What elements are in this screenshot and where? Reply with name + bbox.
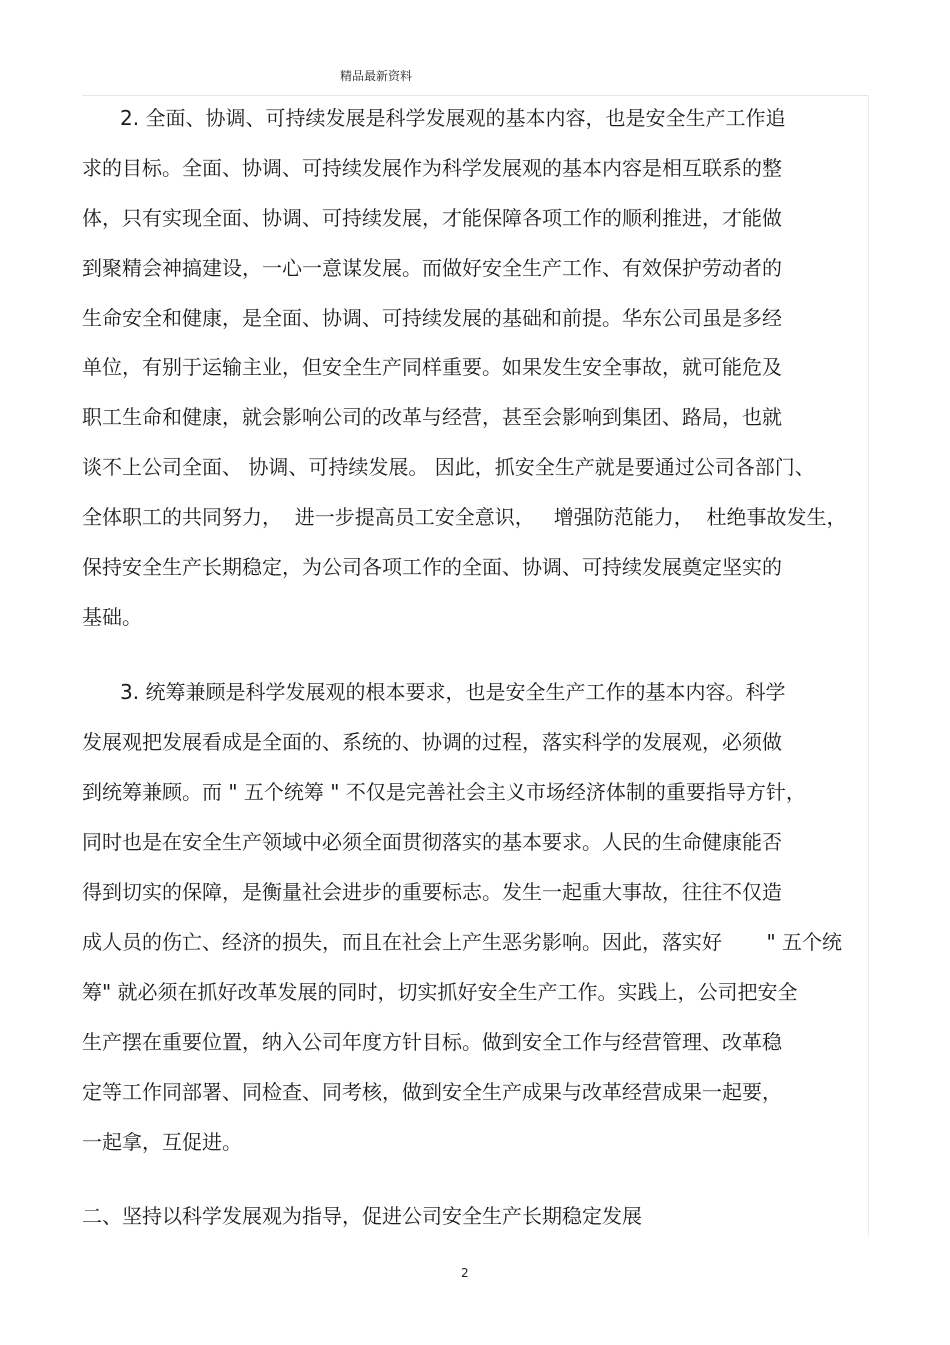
paragraph-line: 全体职工的共同努力， 进一步提高员工安全意识， 增强防范能力， 杜绝事故发生，	[82, 505, 847, 529]
paragraph-line: 体，只有实现全面、协调、可持续发展，才能保障各项工作的顺利推进，才能做	[82, 206, 782, 230]
paragraph-line: 筹" 就必须在抓好改革发展的同时，切实抓好安全生产工作。实践上，公司把安全	[82, 980, 798, 1004]
paragraph-line: 基础。	[82, 605, 142, 629]
paragraph-line: 生产摆在重要位置，纳入公司年度方针目标。做到安全工作与经营管理、改革稳	[82, 1030, 782, 1054]
paragraph-line: 到聚精会神搞建设，一心一意谋发展。而做好安全生产工作、有效保护劳动者的	[82, 256, 782, 280]
paragraph-line: 谈不上公司全面、 协调、可持续发展。 因此，抓安全生产就是要通过公司各部门、	[82, 455, 815, 479]
paragraph-line: 生命安全和健康，是全面、协调、可持续发展的基础和前提。华东公司虽是多经	[82, 306, 782, 330]
right-margin-divider	[868, 95, 869, 1237]
paragraph-line: 同时也是在安全生产领域中必须全面贯彻落实的基本要求。人民的生命健康能否	[82, 830, 782, 854]
section-heading: 二、坚持以科学发展观为指导，促进公司安全生产长期稳定发展	[82, 1204, 642, 1228]
paragraph-line: 得到切实的保障，是衡量社会进步的重要标志。发生一起重大事故，往往不仅造	[82, 880, 782, 904]
paragraph-line: 职工生命和健康，就会影响公司的改革与经营，甚至会影响到集团、路局，也就	[82, 405, 782, 429]
header-divider	[82, 95, 869, 96]
paragraph-line: 发展观把发展看成是全面的、系统的、协调的过程，落实科学的发展观，必须做	[82, 730, 782, 754]
paragraph-line: 到统筹兼顾。而 " 五个统筹 " 不仅是完善社会主义市场经济体制的重要指导方针，	[82, 780, 806, 804]
page-header-label: 精品最新资料	[340, 69, 413, 83]
paragraph-line: 一起拿，互促进。	[82, 1130, 242, 1154]
paragraph-line: 成人员的伤亡、经济的损失，而且在社会上产生恶劣影响。因此，落实好 " 五个统	[82, 930, 843, 954]
paragraph-line: 保持安全生产长期稳定，为公司各项工作的全面、协调、可持续发展奠定坚实的	[82, 555, 782, 579]
paragraph-line: 3. 统筹兼顾是科学发展观的根本要求，也是安全生产工作的基本内容。科学	[120, 680, 786, 704]
page-number: 2	[461, 1266, 469, 1280]
paragraph-line: 求的目标。全面、协调、可持续发展作为科学发展观的基本内容是相互联系的整	[82, 156, 782, 180]
paragraph-line: 单位，有别于运输主业，但安全生产同样重要。如果发生安全事故，就可能危及	[82, 355, 782, 379]
paragraph-line: 2. 全面、协调、可持续发展是科学发展观的基本内容，也是安全生产工作追	[120, 106, 786, 130]
paragraph-line: 定等工作同部署、同检查、同考核，做到安全生产成果与改革经营成果一起要，	[82, 1080, 782, 1104]
